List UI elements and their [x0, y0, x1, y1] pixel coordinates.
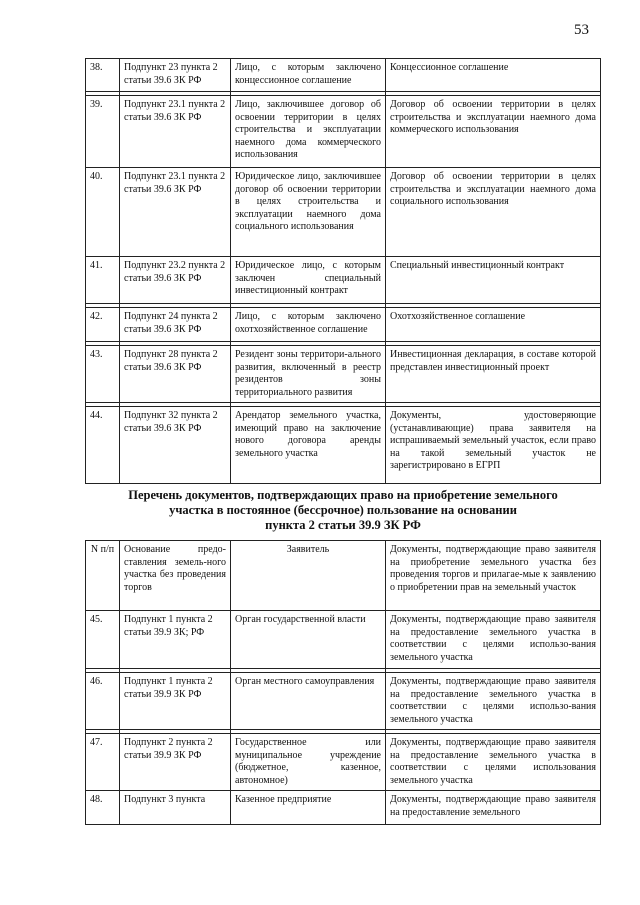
- applicant-cell: Орган местного самоуправления: [231, 673, 386, 730]
- row-number: 39.: [86, 96, 120, 168]
- basis-cell: Подпункт 23.2 пункта 2 статьи 39.6 ЗК РФ: [120, 257, 231, 304]
- column-header-number: N п/п: [86, 541, 120, 611]
- section-heading-line: Перечень документов, подтверждающих право на приобретение земельного: [128, 488, 558, 502]
- section-heading: [85, 488, 601, 533]
- table-row: [86, 346, 601, 403]
- basis-cell: Подпункт 1 пункта 2 статьи 39.9 ЗК РФ: [120, 673, 231, 730]
- table-row: [86, 257, 601, 304]
- basis-cell: Подпункт 23 пункта 2 статьи 39.6 ЗК РФ: [120, 59, 231, 92]
- applicant-cell: Лицо, заключившее договор об освоении территории в целях строительства и эксплуатации наемного дома коммерческого использования: [231, 96, 386, 168]
- page-number: 53: [574, 22, 589, 38]
- documents-cell: Специальный инвестиционный контракт: [386, 257, 601, 304]
- basis-cell: Подпункт 23.1 пункта 2 статьи 39.6 ЗК РФ: [120, 96, 231, 168]
- applicant-cell: Лицо, с которым заключено концессионное соглашение: [231, 59, 386, 92]
- table-row: [86, 734, 601, 791]
- basis-cell: Подпункт 32 пункта 2 статьи 39.6 ЗК РФ: [120, 407, 231, 484]
- table-row: [86, 96, 601, 168]
- applicant-cell: Арендатор земельного участка, имеющий право на заключение нового договора аренды земельного участка: [231, 407, 386, 484]
- applicant-cell: Юридическое лицо, с которым заключен специальный инвестиционный контракт: [231, 257, 386, 304]
- section-heading-line: пункта 2 статьи 39.9 ЗК РФ: [265, 518, 421, 532]
- table-land-lease-basis: [85, 58, 601, 484]
- basis-cell: Подпункт 28 пункта 2 статьи 39.6 ЗК РФ: [120, 346, 231, 403]
- table-row: [86, 611, 601, 669]
- column-header-applicant: Заявитель: [231, 541, 386, 611]
- table-row: [86, 168, 601, 257]
- basis-cell: Подпункт 23.1 пункта 2 статьи 39.6 ЗК РФ: [120, 168, 231, 257]
- documents-cell: Документы, подтверждающие право заявителя на предоставление земельного участка в соответствии с целями использо-вания земельного участка: [386, 673, 601, 730]
- row-number: 45.: [86, 611, 120, 669]
- table-row: [86, 407, 601, 484]
- table-permanent-use-basis: [85, 540, 601, 825]
- documents-cell: Инвестиционная декларация, в составе которой представлен инвестиционный проект: [386, 346, 601, 403]
- documents-cell: Документы, подтверждающие право заявителя на предоставление земельного: [386, 791, 601, 825]
- column-header-documents: Документы, подтверждающие право заявителя на приобретение земельного участка без проведения торгов и прилагае-мые к заявлению о приобретении прав на земельный участок: [386, 541, 601, 611]
- column-header-basis: Основание предо-ставления земель-ного участка без проведения торгов: [120, 541, 231, 611]
- row-number: 41.: [86, 257, 120, 304]
- row-number: 42.: [86, 308, 120, 342]
- basis-cell: Подпункт 1 пункта 2 статьи 39.9 ЗК; РФ: [120, 611, 231, 669]
- basis-cell: Подпункт 3 пункта: [120, 791, 231, 825]
- documents-cell: Охотхозяйственное соглашение: [386, 308, 601, 342]
- documents-cell: Документы, подтверждающие право заявителя на предоставление земельного участка в соответствии с целями использования земельного участка: [386, 734, 601, 791]
- applicant-cell: Юридическое лицо, заключившее договор об освоении территории в целях строительства и эксплуатации наемного дома социального использования: [231, 168, 386, 257]
- table-row: [86, 59, 601, 92]
- applicant-cell: Орган государственной власти: [231, 611, 386, 669]
- basis-cell: Подпункт 24 пункта 2 статьи 39.6 ЗК РФ: [120, 308, 231, 342]
- row-number: 47.: [86, 734, 120, 791]
- row-number: 43.: [86, 346, 120, 403]
- section-heading-line: участка в постоянное (бессрочное) пользование на основании: [169, 503, 517, 517]
- applicant-cell: Резидент зоны территори-ального развития, включенный в реестр резидентов зоны территориального развития: [231, 346, 386, 403]
- table-row: [86, 308, 601, 342]
- row-number: 44.: [86, 407, 120, 484]
- applicant-cell: Лицо, с которым заключено охотхозяйственное соглашение: [231, 308, 386, 342]
- row-number: 40.: [86, 168, 120, 257]
- table-row: [86, 791, 601, 825]
- documents-cell: Договор об освоении территории в целях строительства и эксплуатации наемного дома социального использования: [386, 168, 601, 257]
- table-row: [86, 673, 601, 730]
- documents-cell: Документы, подтверждающие право заявителя на предоставление земельного участка в соответствии с целями использо-вания земельного участка: [386, 611, 601, 669]
- table-header-row: [86, 541, 601, 611]
- documents-cell: Документы, удостоверяющие (устанавливающие) права заявителя на испрашиваемый земельный участок, если право на такой земельный участок не зарегистрировано в ЕГРП: [386, 407, 601, 484]
- row-number: 46.: [86, 673, 120, 730]
- documents-cell: Договор об освоении территории в целях строительства и эксплуатации наемного дома коммерческого использования: [386, 96, 601, 168]
- documents-cell: Концессионное соглашение: [386, 59, 601, 92]
- row-number: 48.: [86, 791, 120, 825]
- row-number: 38.: [86, 59, 120, 92]
- applicant-cell: Казенное предприятие: [231, 791, 386, 825]
- applicant-cell: Государственное или муниципальное учреждение (бюджетное, казенное, автономное): [231, 734, 386, 791]
- basis-cell: Подпункт 2 пункта 2 статьи 39.9 ЗК РФ: [120, 734, 231, 791]
